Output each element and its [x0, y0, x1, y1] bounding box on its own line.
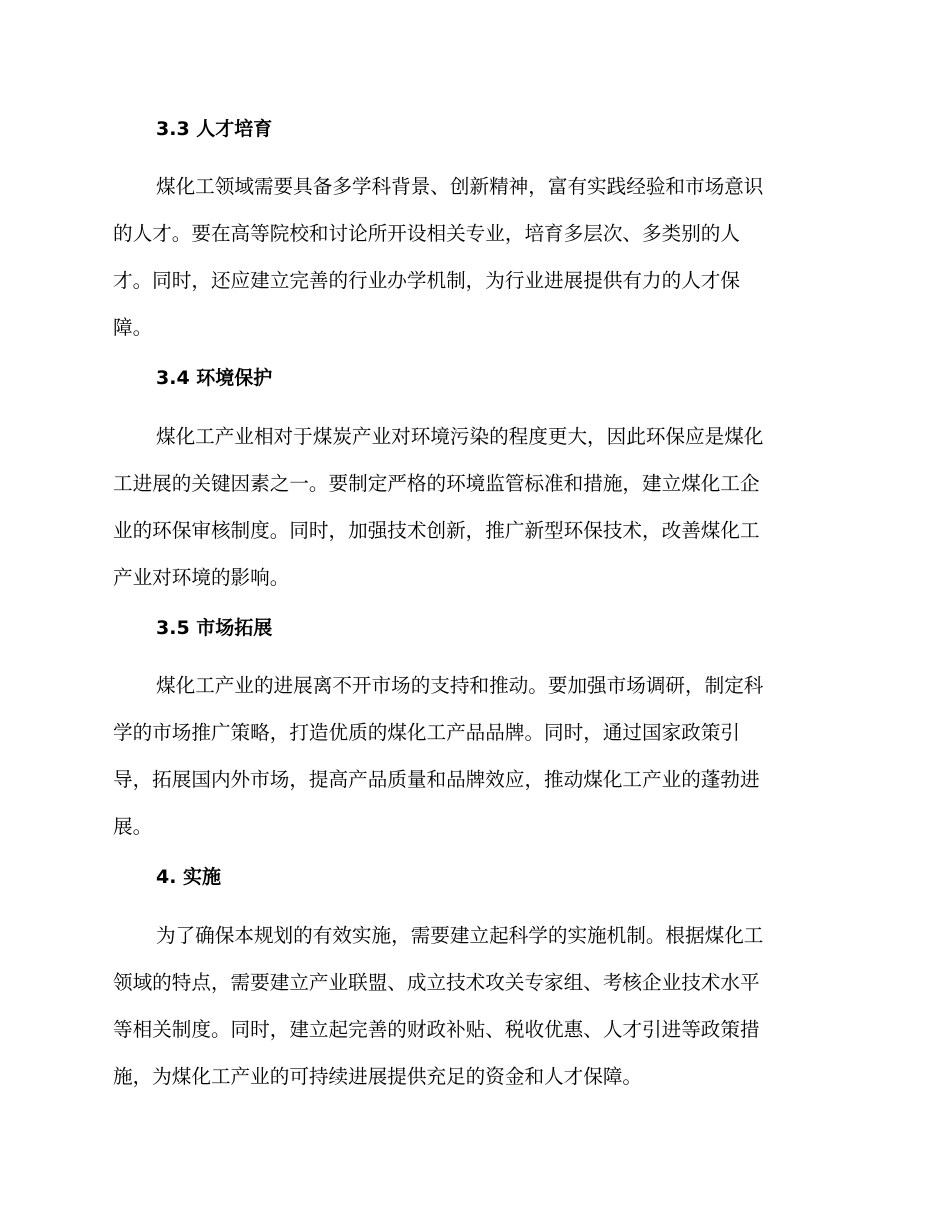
section-paragraph: [113, 413, 833, 601]
paragraph-line: 障。: [113, 316, 153, 339]
section-paragraph: [113, 912, 833, 1100]
paragraph-line: 产业对环境的影响。: [113, 566, 290, 589]
paragraph-line: 的人才。要在高等院校和讨论所开设相关专业，培育多层次、多类别的人: [113, 222, 740, 245]
section-paragraph: [113, 163, 833, 351]
section-heading: 3.4 环境保护: [156, 367, 273, 389]
paragraph-line: 展。: [113, 815, 153, 838]
paragraph-line: 导，拓展国内外市场，提高产品质量和品牌效应，推动煤化工产业的蓬勃进: [113, 768, 760, 791]
paragraph-line: 领域的特点，需要建立产业联盟、成立技术攻关专家组、考核企业技术水平: [113, 971, 760, 994]
paragraph-line: 煤化工产业相对于煤炭产业对环境污染的程度更大，因此环保应是煤化: [156, 425, 764, 448]
paragraph-line: 为了确保本规划的有效实施，需要建立起科学的实施机制。根据煤化工: [156, 924, 764, 947]
section-paragraph: [113, 662, 833, 850]
paragraph-line: 工进展的关键因素之一。要制定严格的环境监管标准和措施，建立煤化工企: [113, 472, 760, 495]
section-heading: 3.3 人才培育: [156, 118, 273, 140]
paragraph-line: 施，为煤化工产业的可持续进展提供充足的资金和人才保障。: [113, 1065, 643, 1088]
paragraph-line: 煤化工领域需要具备多学科背景、创新精神，富有实践经验和市场意识: [156, 175, 764, 198]
paragraph-line: 才。同时，还应建立完善的行业办学机制，为行业进展提供有力的人才保: [113, 269, 740, 292]
section-heading: 4. 实施: [156, 866, 222, 888]
paragraph-line: 业的环保审核制度。同时，加强技术创新，推广新型环保技术，改善煤化工: [113, 519, 760, 542]
paragraph-line: 煤化工产业的进展离不开市场的支持和推动。要加强市场调研，制定科: [156, 674, 764, 697]
paragraph-line: 等相关制度。同时，建立起完善的财政补贴、税收优惠、人才引进等政策措: [113, 1018, 760, 1041]
section-heading: 3.5 市场拓展: [156, 617, 273, 639]
paragraph-line: 学的市场推广策略，打造优质的煤化工产品品牌。同时，通过国家政策引: [113, 721, 740, 744]
